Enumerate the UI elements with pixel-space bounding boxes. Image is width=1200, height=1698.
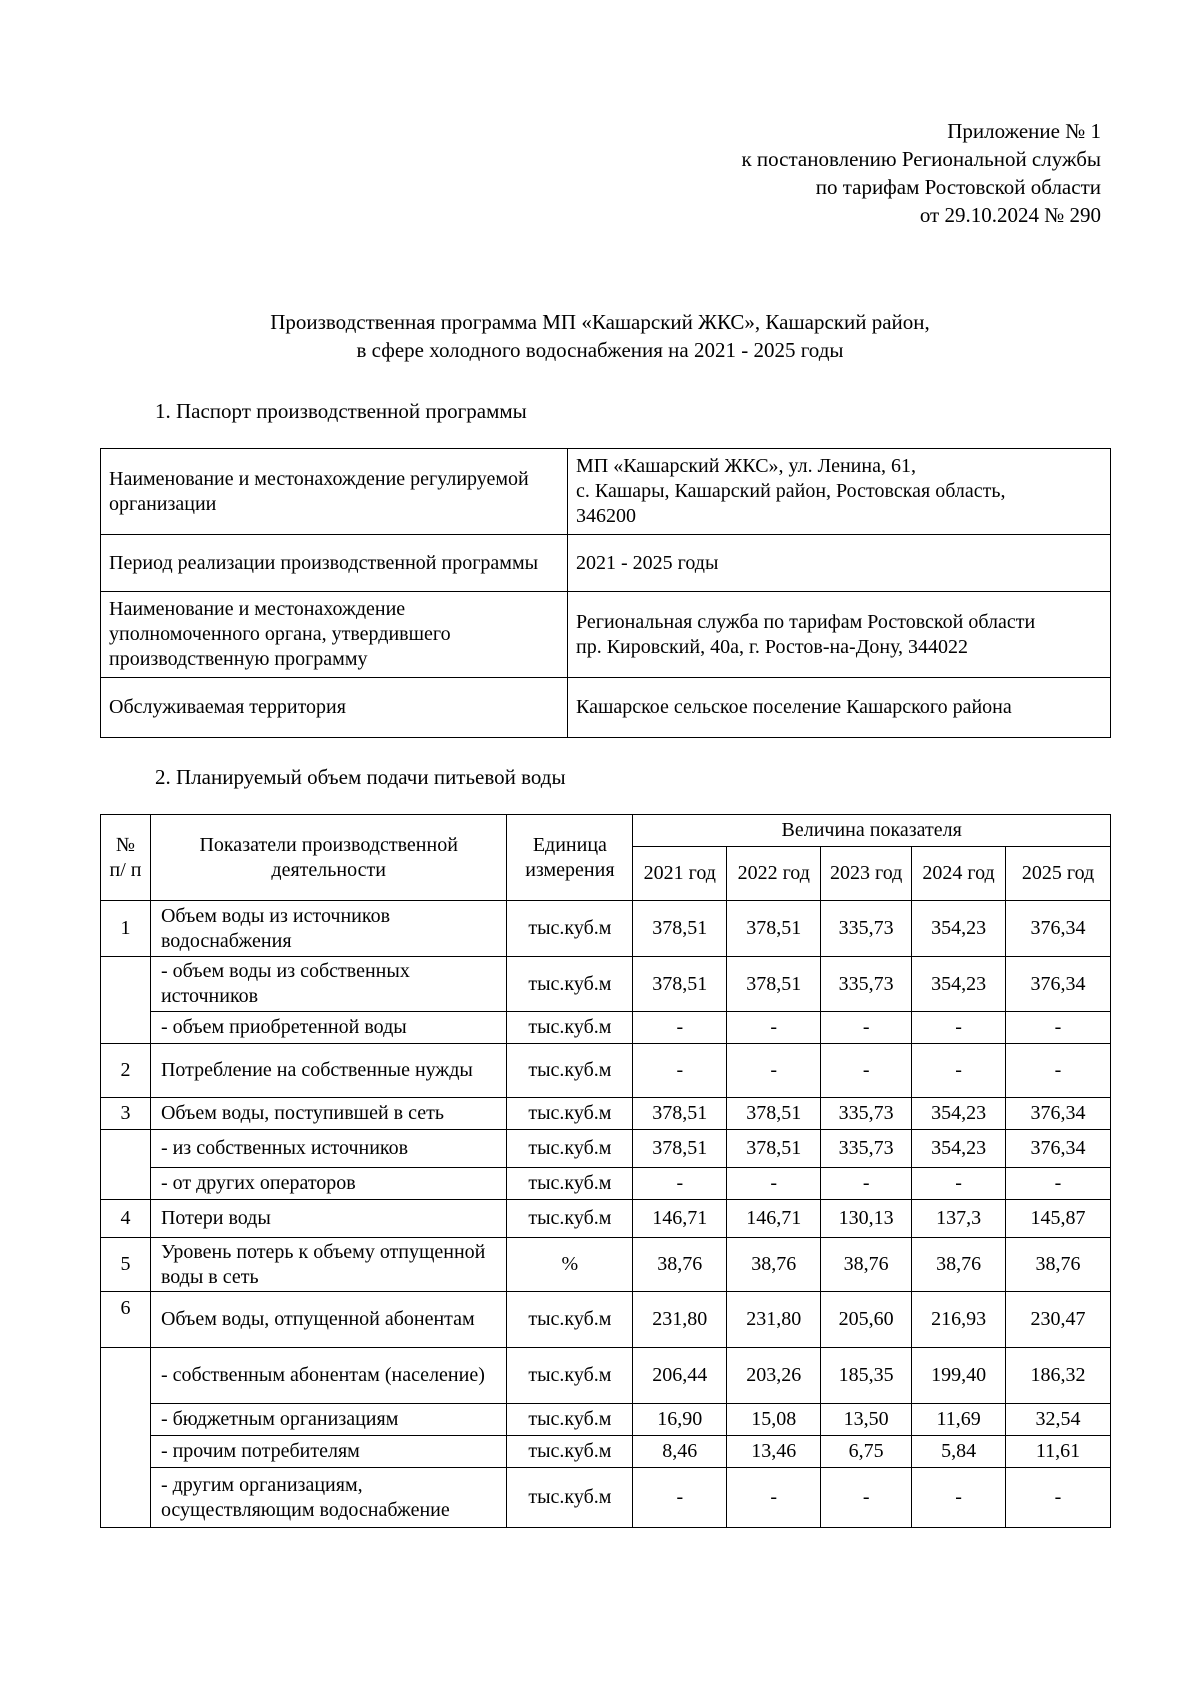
row-value-2022: 378,51 [727,1098,821,1130]
row-value-2023: 13,50 [821,1404,912,1436]
row-value-2025: - [1006,1168,1111,1200]
row-value-2024: 199,40 [912,1348,1006,1404]
row-number: 6 [101,1292,151,1348]
header-row [101,815,1111,847]
row-unit: тыс.куб.м [507,1436,633,1468]
row-value-2025: 376,34 [1006,957,1111,1012]
row-indicator: - другим организациям, осуществляющим водоснабжение [150,1468,506,1528]
row-value-2023: - [821,1044,912,1098]
row-number: 2 [101,1044,151,1098]
row-value-2024: 5,84 [912,1436,1006,1468]
row-indicator: - собственным абонентам (население) [150,1348,506,1404]
row-value-2025: 38,76 [1006,1238,1111,1292]
row-value-2023: 335,73 [821,1098,912,1130]
row-indicator: - от других операторов [150,1168,506,1200]
row-unit: тыс.куб.м [507,1044,633,1098]
passport-value [568,592,1111,678]
section-1-heading: 1. Паспорт производственной программы [155,399,527,423]
row-value-2023: 335,73 [821,901,912,957]
row-indicator: - бюджетным организациям [150,1404,506,1436]
row-value-2021: - [633,1044,727,1098]
row-indicator: - прочим потребителям [150,1436,506,1468]
row-value-2022: - [727,1168,821,1200]
header-year: 2023 год [821,847,912,901]
row-value-2022: 15,08 [727,1404,821,1436]
row-value-2025: 230,47 [1006,1292,1111,1348]
row-value-2025: 32,54 [1006,1404,1111,1436]
title-line-1: Производственная программа МП «Кашарский ЖКС», Кашарский район, [270,310,930,334]
row-indicator: Уровень потерь к объему отпущенной воды в сеть [150,1238,506,1292]
row-value-2024: - [912,1044,1006,1098]
appendix-line-2: к постановлению Региональной службы [741,147,1101,171]
row-unit: % [507,1238,633,1292]
header-value-group: Величина показателя [633,815,1111,847]
table-row [101,1130,1111,1168]
row-value-2025: - [1006,1012,1111,1044]
table-row [101,1404,1111,1436]
row-unit: тыс.куб.м [507,1200,633,1238]
water-volume-table [100,814,1111,1528]
row-value-2021: 16,90 [633,1404,727,1436]
row-value-2021: 378,51 [633,957,727,1012]
row-number [101,1348,151,1528]
row-unit: тыс.куб.м [507,1404,633,1436]
row-unit: тыс.куб.м [507,1292,633,1348]
row-indicator: Потребление на собственные нужды [150,1044,506,1098]
row-value-2023: 38,76 [821,1238,912,1292]
row-value-2025: 186,32 [1006,1348,1111,1404]
row-value-2022: - [727,1468,821,1528]
row-value-2022: 203,26 [727,1348,821,1404]
row-value-2022: - [727,1044,821,1098]
passport-value-line: 2021 - 2025 годы [576,551,719,574]
section-2-heading: 2. Планируемый объем подачи питьевой воды [155,765,566,789]
row-value-2022: 378,51 [727,957,821,1012]
row-value-2023: 335,73 [821,1130,912,1168]
appendix-line-3: по тарифам Ростовской области [815,175,1101,199]
row-value-2024: 354,23 [912,901,1006,957]
row-value-2023: - [821,1168,912,1200]
row-value-2021: 8,46 [633,1436,727,1468]
row-value-2023: 205,60 [821,1292,912,1348]
header-indicator: Показатели производственной деятельности [150,815,506,901]
row-number: 1 [101,901,151,957]
row-value-2024: 354,23 [912,1130,1006,1168]
row-value-2021: 206,44 [633,1348,727,1404]
row-unit: тыс.куб.м [507,1348,633,1404]
passport-value [568,678,1111,738]
table-row [101,1200,1111,1238]
table-row [101,1348,1111,1404]
row-value-2022: 231,80 [727,1292,821,1348]
header-year: 2022 год [727,847,821,901]
row-value-2024: - [912,1468,1006,1528]
row-value-2022: 13,46 [727,1436,821,1468]
passport-value-line: Кашарское сельское поселение Кашарского района [576,696,1012,718]
row-unit: тыс.куб.м [507,901,633,957]
row-value-2021: - [633,1012,727,1044]
row-value-2022: 378,51 [727,901,821,957]
passport-value-line: пр. Кировский, 40а, г. Ростов-на-Дону, 344022 [576,635,969,658]
water-volume-body [101,901,1111,1528]
passport-label: Период реализации производственной программы [101,535,568,592]
row-value-2021: - [633,1168,727,1200]
row-number [101,1130,151,1200]
table-row [101,1468,1111,1528]
header-year: 2021 год [633,847,727,901]
header-num: № п/ п [101,815,151,901]
row-indicator: - объем приобретенной воды [150,1012,506,1044]
row-value-2023: - [821,1468,912,1528]
document-title [100,308,1100,364]
row-value-2025: 376,34 [1006,1098,1111,1130]
row-value-2022: 378,51 [727,1130,821,1168]
passport-row [101,449,1111,535]
row-value-2023: 185,35 [821,1348,912,1404]
row-value-2024: 38,76 [912,1238,1006,1292]
table-row [101,1292,1111,1348]
row-indicator: Потери воды [150,1200,506,1238]
appendix-line-4: от 29.10.2024 № 290 [919,203,1101,227]
table-row [101,1436,1111,1468]
row-value-2022: 38,76 [727,1238,821,1292]
passport-row [101,678,1111,738]
row-value-2021: 378,51 [633,1098,727,1130]
row-unit: тыс.куб.м [507,1012,633,1044]
row-value-2024: 216,93 [912,1292,1006,1348]
row-value-2023: - [821,1012,912,1044]
row-number: 4 [101,1200,151,1238]
row-value-2021: 231,80 [633,1292,727,1348]
passport-value-line: 346200 [576,505,636,527]
row-value-2025: - [1006,1468,1111,1528]
row-value-2025: - [1006,1044,1111,1098]
row-value-2021: 378,51 [633,1130,727,1168]
passport-value [568,449,1111,535]
passport-value-line: с. Кашары, Кашарский район, Ростовская область, [576,480,1006,502]
passport-value-line: Региональная служба по тарифам Ростовской области [576,610,1036,633]
row-value-2023: 335,73 [821,957,912,1012]
row-unit: тыс.куб.м [507,1098,633,1130]
table-row [101,1098,1111,1130]
row-value-2021: 146,71 [633,1200,727,1238]
passport-table [100,448,1111,738]
title-line-2: в сфере холодного водоснабжения на 2021 - 2025 годы [356,338,844,362]
row-indicator: Объем воды, поступившей в сеть [150,1098,506,1130]
table-row [101,1168,1111,1200]
row-indicator: Объем воды, отпущенной абонентам [150,1292,506,1348]
passport-value [568,535,1111,592]
table-row [101,901,1111,957]
row-value-2024: 11,69 [912,1404,1006,1436]
header-year: 2024 год [912,847,1006,901]
row-unit: тыс.куб.м [507,1168,633,1200]
header-unit: Единица измерения [507,815,633,901]
row-value-2023: 130,13 [821,1200,912,1238]
header-year: 2025 год [1006,847,1111,901]
passport-label: Наименование и местонахождение уполномоченного органа, утвердившего производственную программу [101,592,568,678]
row-value-2021: 38,76 [633,1238,727,1292]
row-value-2025: 376,34 [1006,901,1111,957]
table-row [101,1044,1111,1098]
row-value-2024: - [912,1168,1006,1200]
row-indicator: Объем воды из источников водоснабжения [150,901,506,957]
row-value-2024: 354,23 [912,957,1006,1012]
row-unit: тыс.куб.м [507,1130,633,1168]
passport-label: Обслуживаемая территория [101,678,568,738]
row-number: 3 [101,1098,151,1130]
appendix-reference [741,117,1101,229]
row-value-2024: 137,3 [912,1200,1006,1238]
passport-label: Наименование и местонахождение регулируемой организации [101,449,568,535]
passport-row [101,592,1111,678]
row-indicator: - объем воды из собственных источников [150,957,506,1012]
row-unit: тыс.куб.м [507,1468,633,1528]
row-value-2025: 11,61 [1006,1436,1111,1468]
row-value-2022: - [727,1012,821,1044]
row-value-2024: 354,23 [912,1098,1006,1130]
table-row [101,957,1111,1012]
table-row [101,1238,1111,1292]
row-value-2025: 376,34 [1006,1130,1111,1168]
appendix-line-1: Приложение № 1 [947,119,1101,143]
row-number: 5 [101,1238,151,1292]
row-number [101,957,151,1044]
table-row [101,1012,1111,1044]
row-value-2021: - [633,1468,727,1528]
row-value-2023: 6,75 [821,1436,912,1468]
row-value-2024: - [912,1012,1006,1044]
row-value-2022: 146,71 [727,1200,821,1238]
row-indicator: - из собственных источников [150,1130,506,1168]
passport-row [101,535,1111,592]
row-value-2025: 145,87 [1006,1200,1111,1238]
row-value-2021: 378,51 [633,901,727,957]
passport-value-line: МП «Кашарский ЖКС», ул. Ленина, 61, [576,455,916,477]
row-unit: тыс.куб.м [507,957,633,1012]
